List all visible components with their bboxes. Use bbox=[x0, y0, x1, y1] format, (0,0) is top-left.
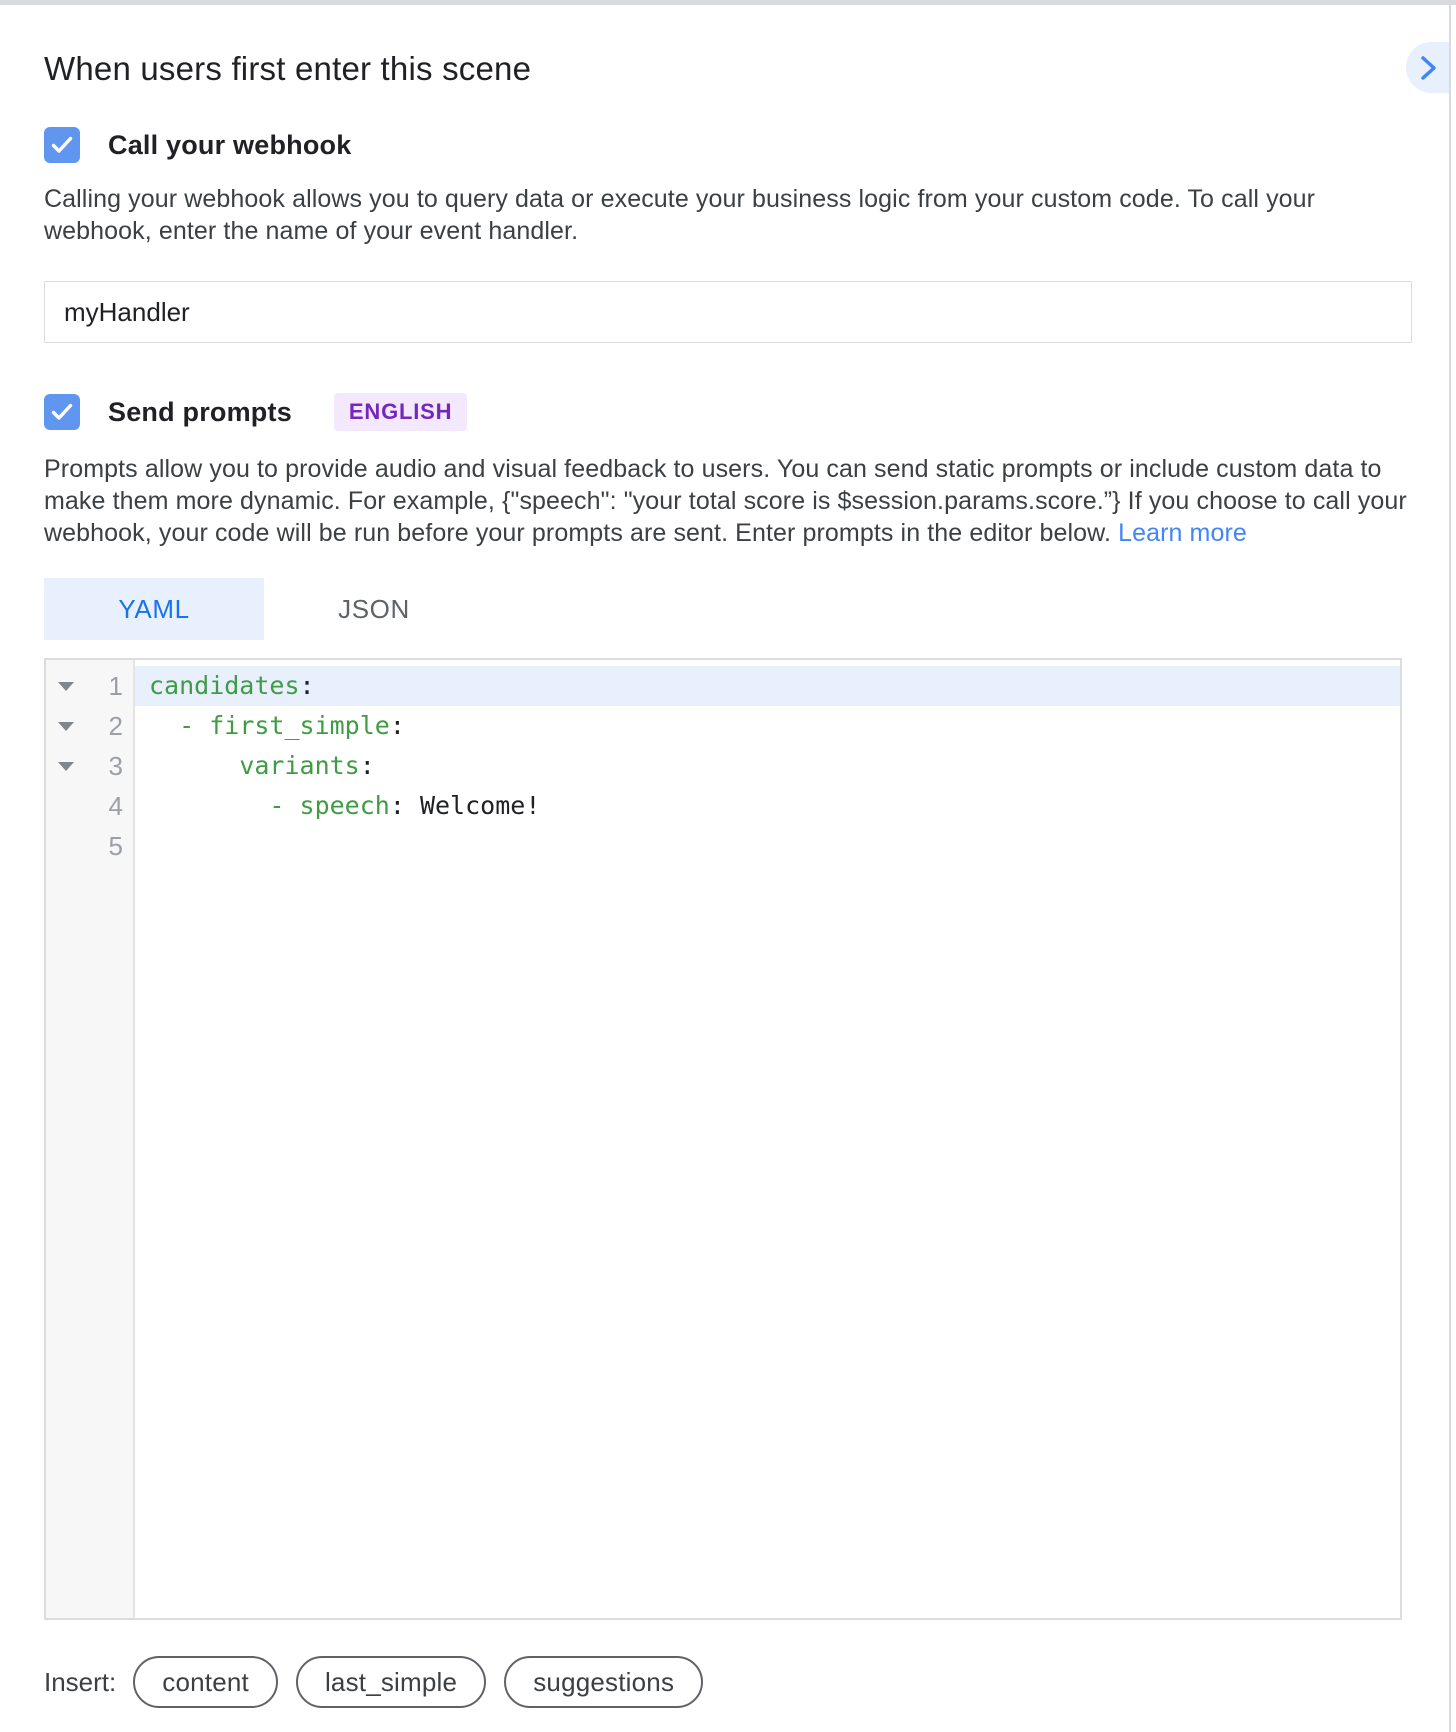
learn-more-link[interactable]: Learn more bbox=[1118, 519, 1247, 547]
checkmark-icon bbox=[50, 400, 74, 424]
panel-right-border bbox=[1449, 5, 1451, 1732]
checkmark-icon bbox=[50, 133, 74, 157]
call-webhook-label: Call your webhook bbox=[108, 129, 352, 160]
fold-arrow-icon[interactable] bbox=[58, 722, 74, 731]
send-prompts-label: Send prompts bbox=[108, 396, 292, 427]
gutter-row bbox=[46, 826, 133, 866]
send-prompts-row bbox=[44, 393, 1412, 431]
yaml-colon: : bbox=[389, 791, 405, 820]
code-line-5[interactable] bbox=[135, 826, 1400, 866]
line-number: 1 bbox=[108, 671, 123, 701]
gutter-row bbox=[46, 666, 133, 706]
webhook-description: Calling your webhook allows you to query data or execute your business logic from your custom code. To call your webhook, enter the name of your event handler. bbox=[44, 185, 1316, 245]
top-divider bbox=[0, 0, 1456, 5]
code-line-4[interactable] bbox=[135, 786, 1400, 826]
code-line-3[interactable] bbox=[135, 746, 1400, 786]
editor-format-tabs bbox=[44, 578, 1412, 640]
insert-label: Insert: bbox=[44, 1666, 117, 1697]
call-webhook-row bbox=[44, 127, 1412, 163]
tab-json[interactable]: JSON bbox=[264, 578, 484, 640]
event-handler-input[interactable] bbox=[44, 281, 1412, 343]
prompts-description bbox=[44, 453, 1412, 549]
yaml-colon: : bbox=[359, 751, 375, 780]
call-webhook-checkbox[interactable] bbox=[44, 127, 80, 163]
yaml-key: variants bbox=[239, 751, 360, 780]
page-title: When users first enter this scene bbox=[44, 50, 532, 87]
line-number: 2 bbox=[108, 711, 123, 741]
send-prompts-checkbox[interactable] bbox=[44, 394, 80, 430]
insert-chip-content[interactable]: content bbox=[133, 1656, 278, 1708]
code-line-1[interactable] bbox=[135, 666, 1400, 706]
prompts-description-text: Prompts allow you to provide audio and visual feedback to users. You can send static prompts or include custom data to make them more dynamic. For example, {"speech": "your total score is $session.params.score.”} If you choose to call your webhook, your code will be run before your prompts are sent. Enter prompts in the editor below. bbox=[44, 455, 1407, 547]
code-editor[interactable] bbox=[44, 658, 1402, 1620]
gutter-row bbox=[46, 786, 133, 826]
code-line-2[interactable] bbox=[135, 706, 1400, 746]
insert-chip-suggestions[interactable]: suggestions bbox=[504, 1656, 703, 1708]
editor-gutter bbox=[46, 660, 135, 1618]
tab-yaml[interactable]: YAML bbox=[44, 578, 264, 640]
yaml-indent bbox=[149, 791, 269, 820]
line-number: 4 bbox=[108, 791, 123, 821]
yaml-indent bbox=[149, 711, 179, 740]
collapse-panel-button[interactable] bbox=[1406, 42, 1449, 93]
fold-arrow-icon[interactable] bbox=[58, 762, 74, 771]
chevron-right-icon bbox=[1415, 53, 1441, 83]
yaml-dash: - bbox=[179, 711, 210, 740]
yaml-dash: - bbox=[269, 791, 300, 820]
insert-chip-last-simple[interactable]: last_simple bbox=[296, 1656, 486, 1708]
yaml-colon: : bbox=[299, 671, 315, 700]
yaml-indent bbox=[149, 751, 239, 780]
yaml-key: first_simple bbox=[209, 711, 390, 740]
insert-row bbox=[44, 1656, 1412, 1708]
language-badge: ENGLISH bbox=[334, 393, 467, 431]
gutter-row bbox=[46, 706, 133, 746]
gutter-row bbox=[46, 746, 133, 786]
yaml-key: speech bbox=[299, 791, 390, 820]
yaml-value: Welcome! bbox=[404, 791, 541, 820]
yaml-key: candidates bbox=[149, 671, 300, 700]
yaml-colon: : bbox=[389, 711, 405, 740]
line-number: 3 bbox=[108, 751, 123, 781]
line-number: 5 bbox=[108, 831, 123, 861]
code-area[interactable] bbox=[135, 660, 1400, 1618]
fold-arrow-icon[interactable] bbox=[58, 682, 74, 691]
